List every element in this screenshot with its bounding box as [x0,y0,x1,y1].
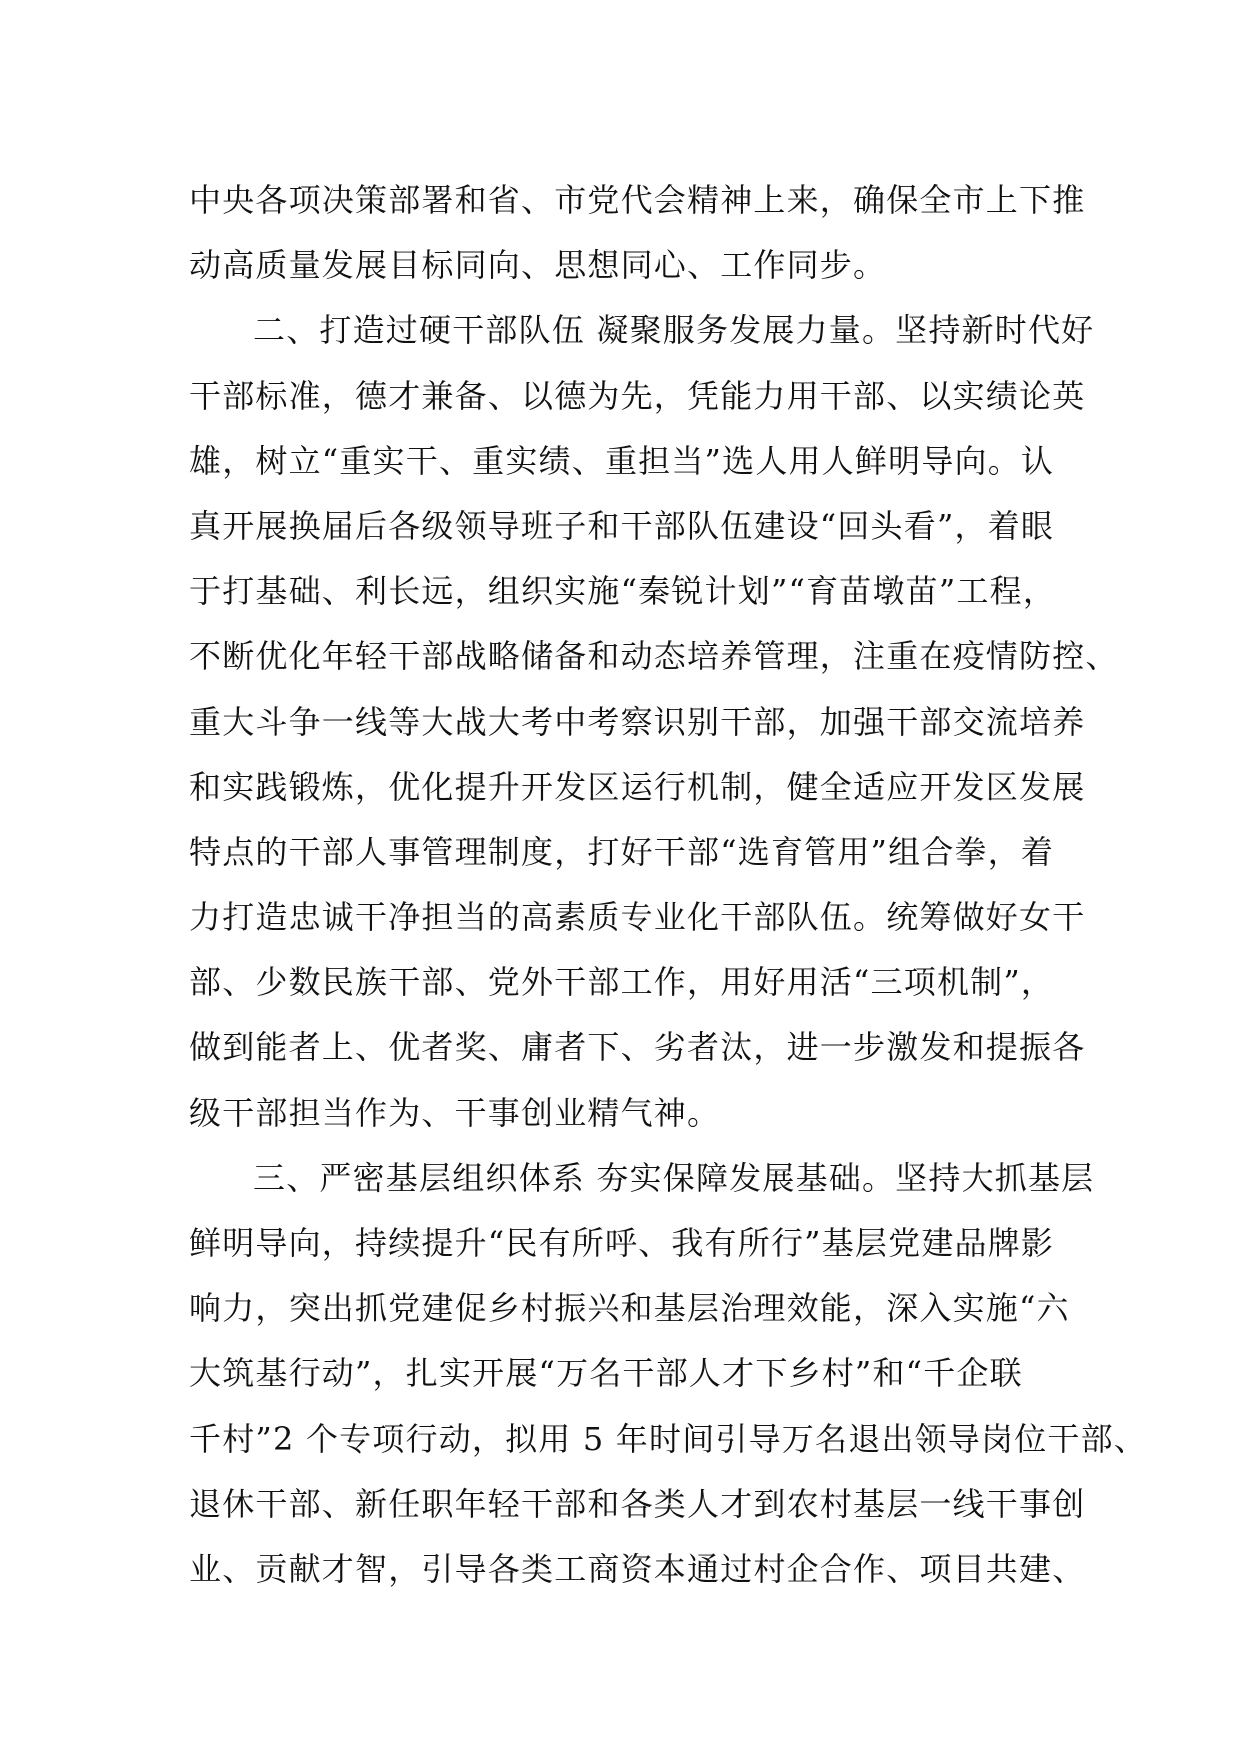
text-line: 做到能者上、优者奖、庸者下、劣者汰，进一步激发和提振各 [189,1028,1086,1067]
text-line: 动高质量发展目标同向、思想同心、工作同步。 [189,246,887,285]
text-line: 干部标准，德才兼备、以德为先，凭能力用干部、以实绩论英 [189,376,1086,415]
text-line: 真开展换届后各级领导班子和干部队伍建设“回头看”，着眼 [189,506,1055,545]
text-line: 重大斗争一线等大战大考中考察识别干部，加强干部交流培养 [189,702,1086,741]
text-line: 业、贡献才智，引导各类工商资本通过村企合作、项目共建、 [189,1549,1086,1588]
text-line: 部、少数民族干部、党外干部工作，用好用活“三项机制”， [189,963,1055,1002]
text-line: 级干部担当作为、干事创业精气神。 [189,1093,721,1132]
text-line: 退休干部、新任职年轻干部和各类人才到农村基层一线干事创 [189,1484,1086,1523]
text-line: 力打造忠诚干净担当的高素质专业化干部队伍。统筹做好女干 [189,898,1086,937]
text-line: 不断优化年轻干部战略储备和动态培养管理，注重在疫情防控、 [189,637,1119,676]
text-line: 鲜明导向，持续提升“民有所呼、我有所行”基层党建品牌影 [189,1224,1055,1262]
text-line: 特点的干部人事管理制度，打好干部“选育管用”组合拳，着 [189,832,1055,871]
text-line: 大筑基行动”，扎实开展“万名干部人才下乡村”和“千企联 [189,1354,1023,1393]
text-line: 雄，树立“重实干、重实绩、重担当”选人用人鲜明导向。认 [189,441,1055,480]
paragraph-heading-line: 三、严密基层组织体系 夯实保障发展基础。坚持大抓基层 [253,1158,1095,1197]
text-line: 和实践锻炼，优化提升开发区运行机制，健全适应开发区发展 [189,767,1086,806]
text-line: 中央各项决策部署和省、市党代会精神上来，确保全市上下推 [189,181,1086,219]
paragraph-heading-line: 二、打造过硬干部队伍 凝聚服务发展力量。坚持新时代好 [253,311,1095,350]
text-line: 于打基础、利长远，组织实施“秦锐计划”“育苗墩苗”工程， [189,572,1057,611]
text-line: 响力，突出抓党建促乡村振兴和基层治理效能，深入实施“六 [189,1289,1070,1328]
body-text [189,168,1147,1602]
text-line: 千村”2 个专项行动，拟用 5 年时间引导万名退出领导岗位干部、 [189,1419,1147,1458]
